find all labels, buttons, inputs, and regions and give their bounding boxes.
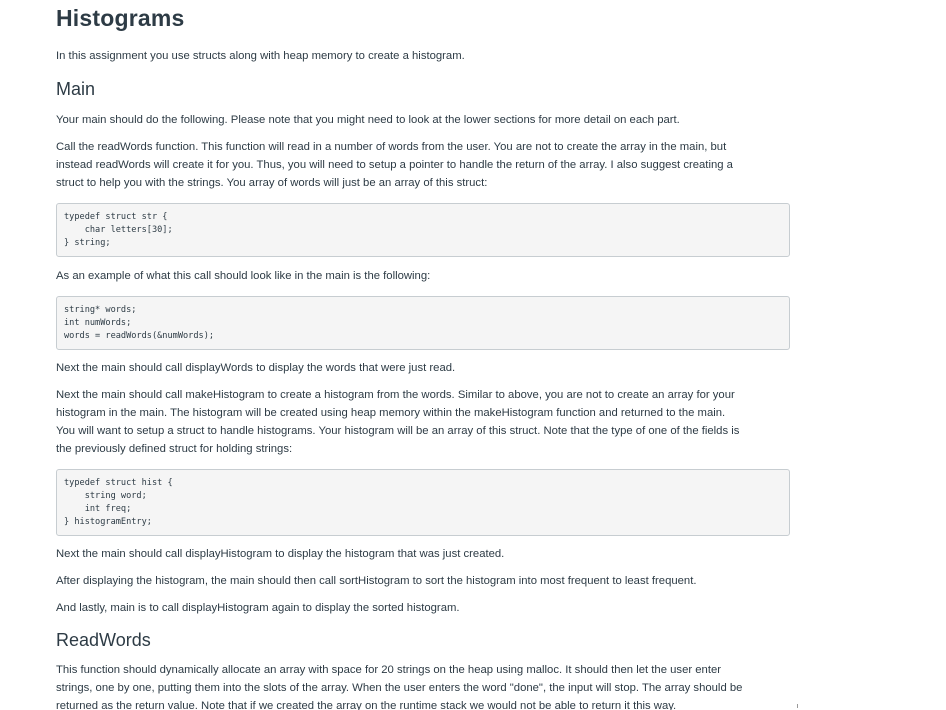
code-block-string-struct <box>56 203 790 257</box>
main-paragraph-4: Next the main should call displayWords to display the words that were just read. <box>56 362 456 374</box>
page-title: Histograms <box>56 5 185 31</box>
main-paragraph-6: Next the main should call displayHistogram to display the histogram that was just created. <box>56 548 505 560</box>
text-line: returned as the return value. Note that if we created the array on the runtime stack we would not be able to return it this way. <box>56 700 677 710</box>
text-line: You will want to setup a struct to handle histograms. Your histogram will be an array of this struct. Note that the type of one of the fields is <box>56 425 740 437</box>
main-paragraph-1: Your main should do the following. Please note that you might need to look at the lower sections for more detail on each part. <box>56 114 680 126</box>
code-block-readwords-call <box>56 296 790 350</box>
readwords-paragraph-1 <box>56 661 790 710</box>
text-line: instead readWords will create it for you. Thus, you will need to setup a pointer to handle the return of the array. I also suggest creating a <box>56 159 733 171</box>
main-paragraph-5 <box>56 386 790 458</box>
text-line: This function should dynamically allocate an array with space for 20 strings on the heap using malloc. It should then let the user enter <box>56 664 722 676</box>
code-line: int numWords; <box>64 318 132 328</box>
text-line: Call the readWords function. This function will read in a number of words from the user. You are not to create the array in the main, but <box>56 141 727 153</box>
text-line: the previously defined struct for holding strings: <box>56 443 293 455</box>
code-block-hist-struct <box>56 469 790 536</box>
code-line: words = readWords(&numWords); <box>64 331 215 341</box>
code-line: int freq; <box>64 504 132 514</box>
code-line: } string; <box>64 238 111 248</box>
main-paragraph-3: As an example of what this call should look like in the main is the following: <box>56 270 431 282</box>
text-line: Next the main should call makeHistogram to create a histogram from the words. Similar to above, you are not to create an array for your <box>56 389 735 401</box>
code-line: string word; <box>64 491 147 501</box>
main-paragraph-7: After displaying the histogram, the main should then call sortHistogram to sort the histogram into most frequent to least frequent. <box>56 575 697 587</box>
text-line: histogram in the main. The histogram will be created using heap memory within the makeHistogram function and returned to the main. <box>56 407 726 419</box>
code-line: char letters[30]; <box>64 225 173 235</box>
code-line: typedef struct hist { <box>64 478 173 488</box>
assignment-page <box>56 0 790 710</box>
code-line: string* words; <box>64 305 137 315</box>
intro-paragraph: In this assignment you use structs along with heap memory to create a histogram. <box>56 50 465 62</box>
section-heading-main: Main <box>56 79 96 99</box>
text-line: strings, one by one, putting them into the slots of the array. When the user enters the word "done", the input will stop. The array should be <box>56 682 743 694</box>
section-heading-readwords: ReadWords <box>56 630 151 650</box>
scroll-indicator <box>797 704 798 708</box>
text-line: struct to help you with the strings. You array of words will just be an array of this struct: <box>56 177 488 189</box>
main-paragraph-8: And lastly, main is to call displayHistogram again to display the sorted histogram. <box>56 602 460 614</box>
code-line: typedef struct str { <box>64 212 168 222</box>
code-line: } histogramEntry; <box>64 517 152 527</box>
main-paragraph-2 <box>56 138 790 192</box>
